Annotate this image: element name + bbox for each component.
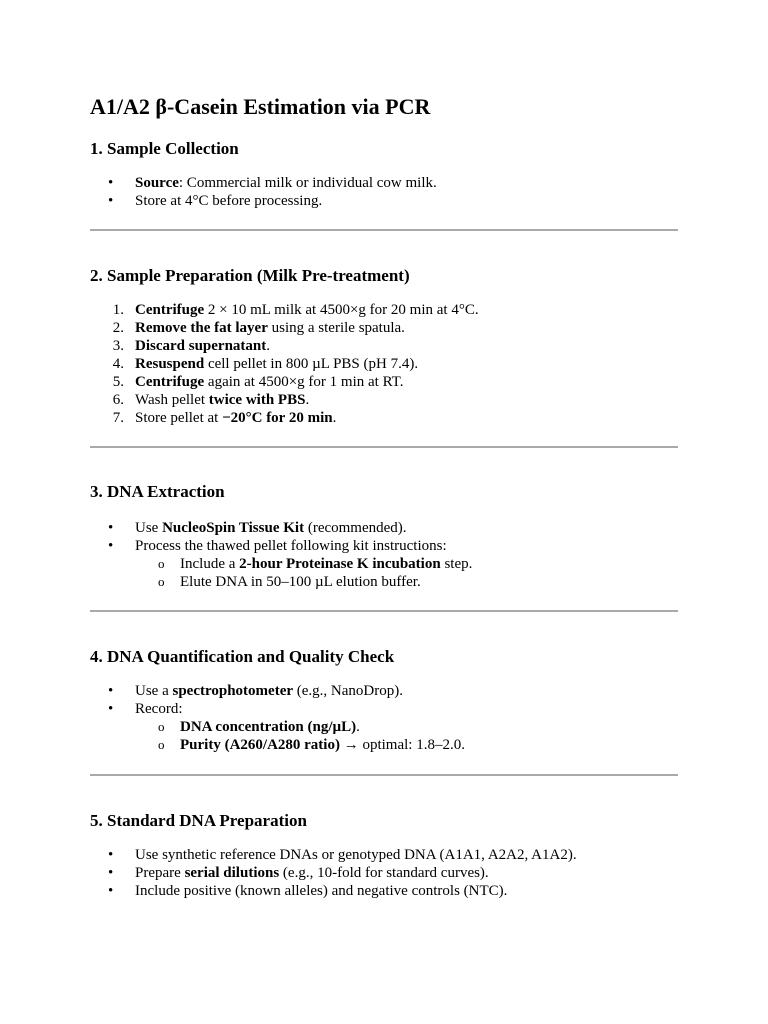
list-item: 7. Store pellet at −20°C for 20 min. bbox=[90, 409, 678, 427]
sub-list-item: o DNA concentration (ng/µL). bbox=[158, 719, 360, 735]
bullet-marker: • bbox=[108, 538, 114, 554]
sub-list-item: o Include a 2-hour Proteinase K incubation step. bbox=[158, 556, 473, 572]
list-item: • Store at 4°C before processing. bbox=[108, 193, 323, 209]
list-number: 1. bbox=[112, 302, 124, 318]
section-heading: 3. DNA Extraction bbox=[90, 482, 225, 501]
bullet-marker: • bbox=[108, 175, 114, 191]
sub-bullet-marker: o bbox=[158, 574, 165, 589]
list-item: • Source: Commercial milk or individual cow milk. bbox=[108, 175, 437, 191]
list-number: 4. bbox=[112, 356, 124, 372]
list-item: 4. Resuspend cell pellet in 800 µL PBS (pH 7.4). bbox=[90, 355, 678, 373]
section-sample-preparation bbox=[90, 265, 678, 427]
sub-list-item: o Elute DNA in 50–100 µL elution buffer. bbox=[158, 574, 421, 590]
sub-bullet-marker: o bbox=[158, 556, 165, 571]
bullet-list bbox=[90, 519, 678, 591]
section-sample-collection bbox=[90, 138, 678, 210]
horizontal-rule bbox=[90, 229, 678, 231]
section-dna-quantification bbox=[90, 646, 678, 754]
list-item: • Use synthetic reference DNAs or genotyped DNA (A1A1, A2A2, A1A2). bbox=[108, 847, 577, 863]
horizontal-rule bbox=[90, 610, 678, 612]
list-item: • Record: bbox=[108, 701, 183, 717]
section-dna-extraction bbox=[90, 481, 678, 591]
list-item: • Prepare serial dilutions (e.g., 10-fold for standard curves). bbox=[108, 865, 489, 881]
bullet-marker: • bbox=[108, 865, 114, 881]
section-heading: 2. Sample Preparation (Milk Pre-treatment) bbox=[90, 266, 410, 285]
bullet-list bbox=[90, 846, 678, 900]
bullet-list bbox=[90, 174, 678, 210]
list-item: 2. Remove the fat layer using a sterile spatula. bbox=[90, 319, 678, 337]
bullet-marker: • bbox=[108, 847, 114, 863]
section-heading: 1. Sample Collection bbox=[90, 139, 239, 158]
horizontal-rule bbox=[90, 774, 678, 776]
list-number: 3. bbox=[112, 338, 124, 354]
bullet-marker: • bbox=[108, 520, 114, 536]
sub-list-item: o Purity (A260/A280 ratio) → optimal: 1.8–2.0. bbox=[158, 737, 465, 753]
list-item: • Include positive (known alleles) and negative controls (NTC). bbox=[108, 883, 508, 899]
list-item: 3. Discard supernatant. bbox=[90, 337, 678, 355]
list-number: 6. bbox=[112, 392, 124, 408]
bullet-marker: • bbox=[108, 883, 114, 899]
list-number: 5. bbox=[112, 374, 124, 390]
list-item: • Use a spectrophotometer (e.g., NanoDrop). bbox=[108, 683, 403, 699]
arrow-icon: → bbox=[339, 737, 363, 753]
list-item: • Process the thawed pellet following kit instructions: bbox=[108, 538, 447, 554]
section-heading: 5. Standard DNA Preparation bbox=[90, 811, 307, 830]
sub-bullet-marker: o bbox=[158, 737, 165, 752]
sub-bullet-marker: o bbox=[158, 719, 165, 734]
numbered-list bbox=[90, 301, 678, 427]
bullet-marker: • bbox=[108, 701, 114, 717]
document-title: A1/A2 β-Casein Estimation via PCR bbox=[90, 94, 431, 119]
list-number: 2. bbox=[112, 320, 124, 336]
list-item: 1. Centrifuge 2 × 10 mL milk at 4500×g for 20 min at 4°C. bbox=[90, 301, 678, 319]
section-heading: 4. DNA Quantification and Quality Check bbox=[90, 647, 395, 666]
section-standard-dna bbox=[90, 810, 678, 900]
list-item: • Use NucleoSpin Tissue Kit (recommended). bbox=[108, 520, 407, 536]
bullet-marker: • bbox=[108, 193, 114, 209]
bullet-marker: • bbox=[108, 683, 114, 699]
list-item: 6. Wash pellet twice with PBS. bbox=[90, 391, 678, 409]
bullet-list bbox=[90, 682, 678, 754]
list-item: 5. Centrifuge again at 4500×g for 1 min at RT. bbox=[90, 373, 678, 391]
list-number: 7. bbox=[112, 410, 124, 426]
horizontal-rule bbox=[90, 446, 678, 448]
